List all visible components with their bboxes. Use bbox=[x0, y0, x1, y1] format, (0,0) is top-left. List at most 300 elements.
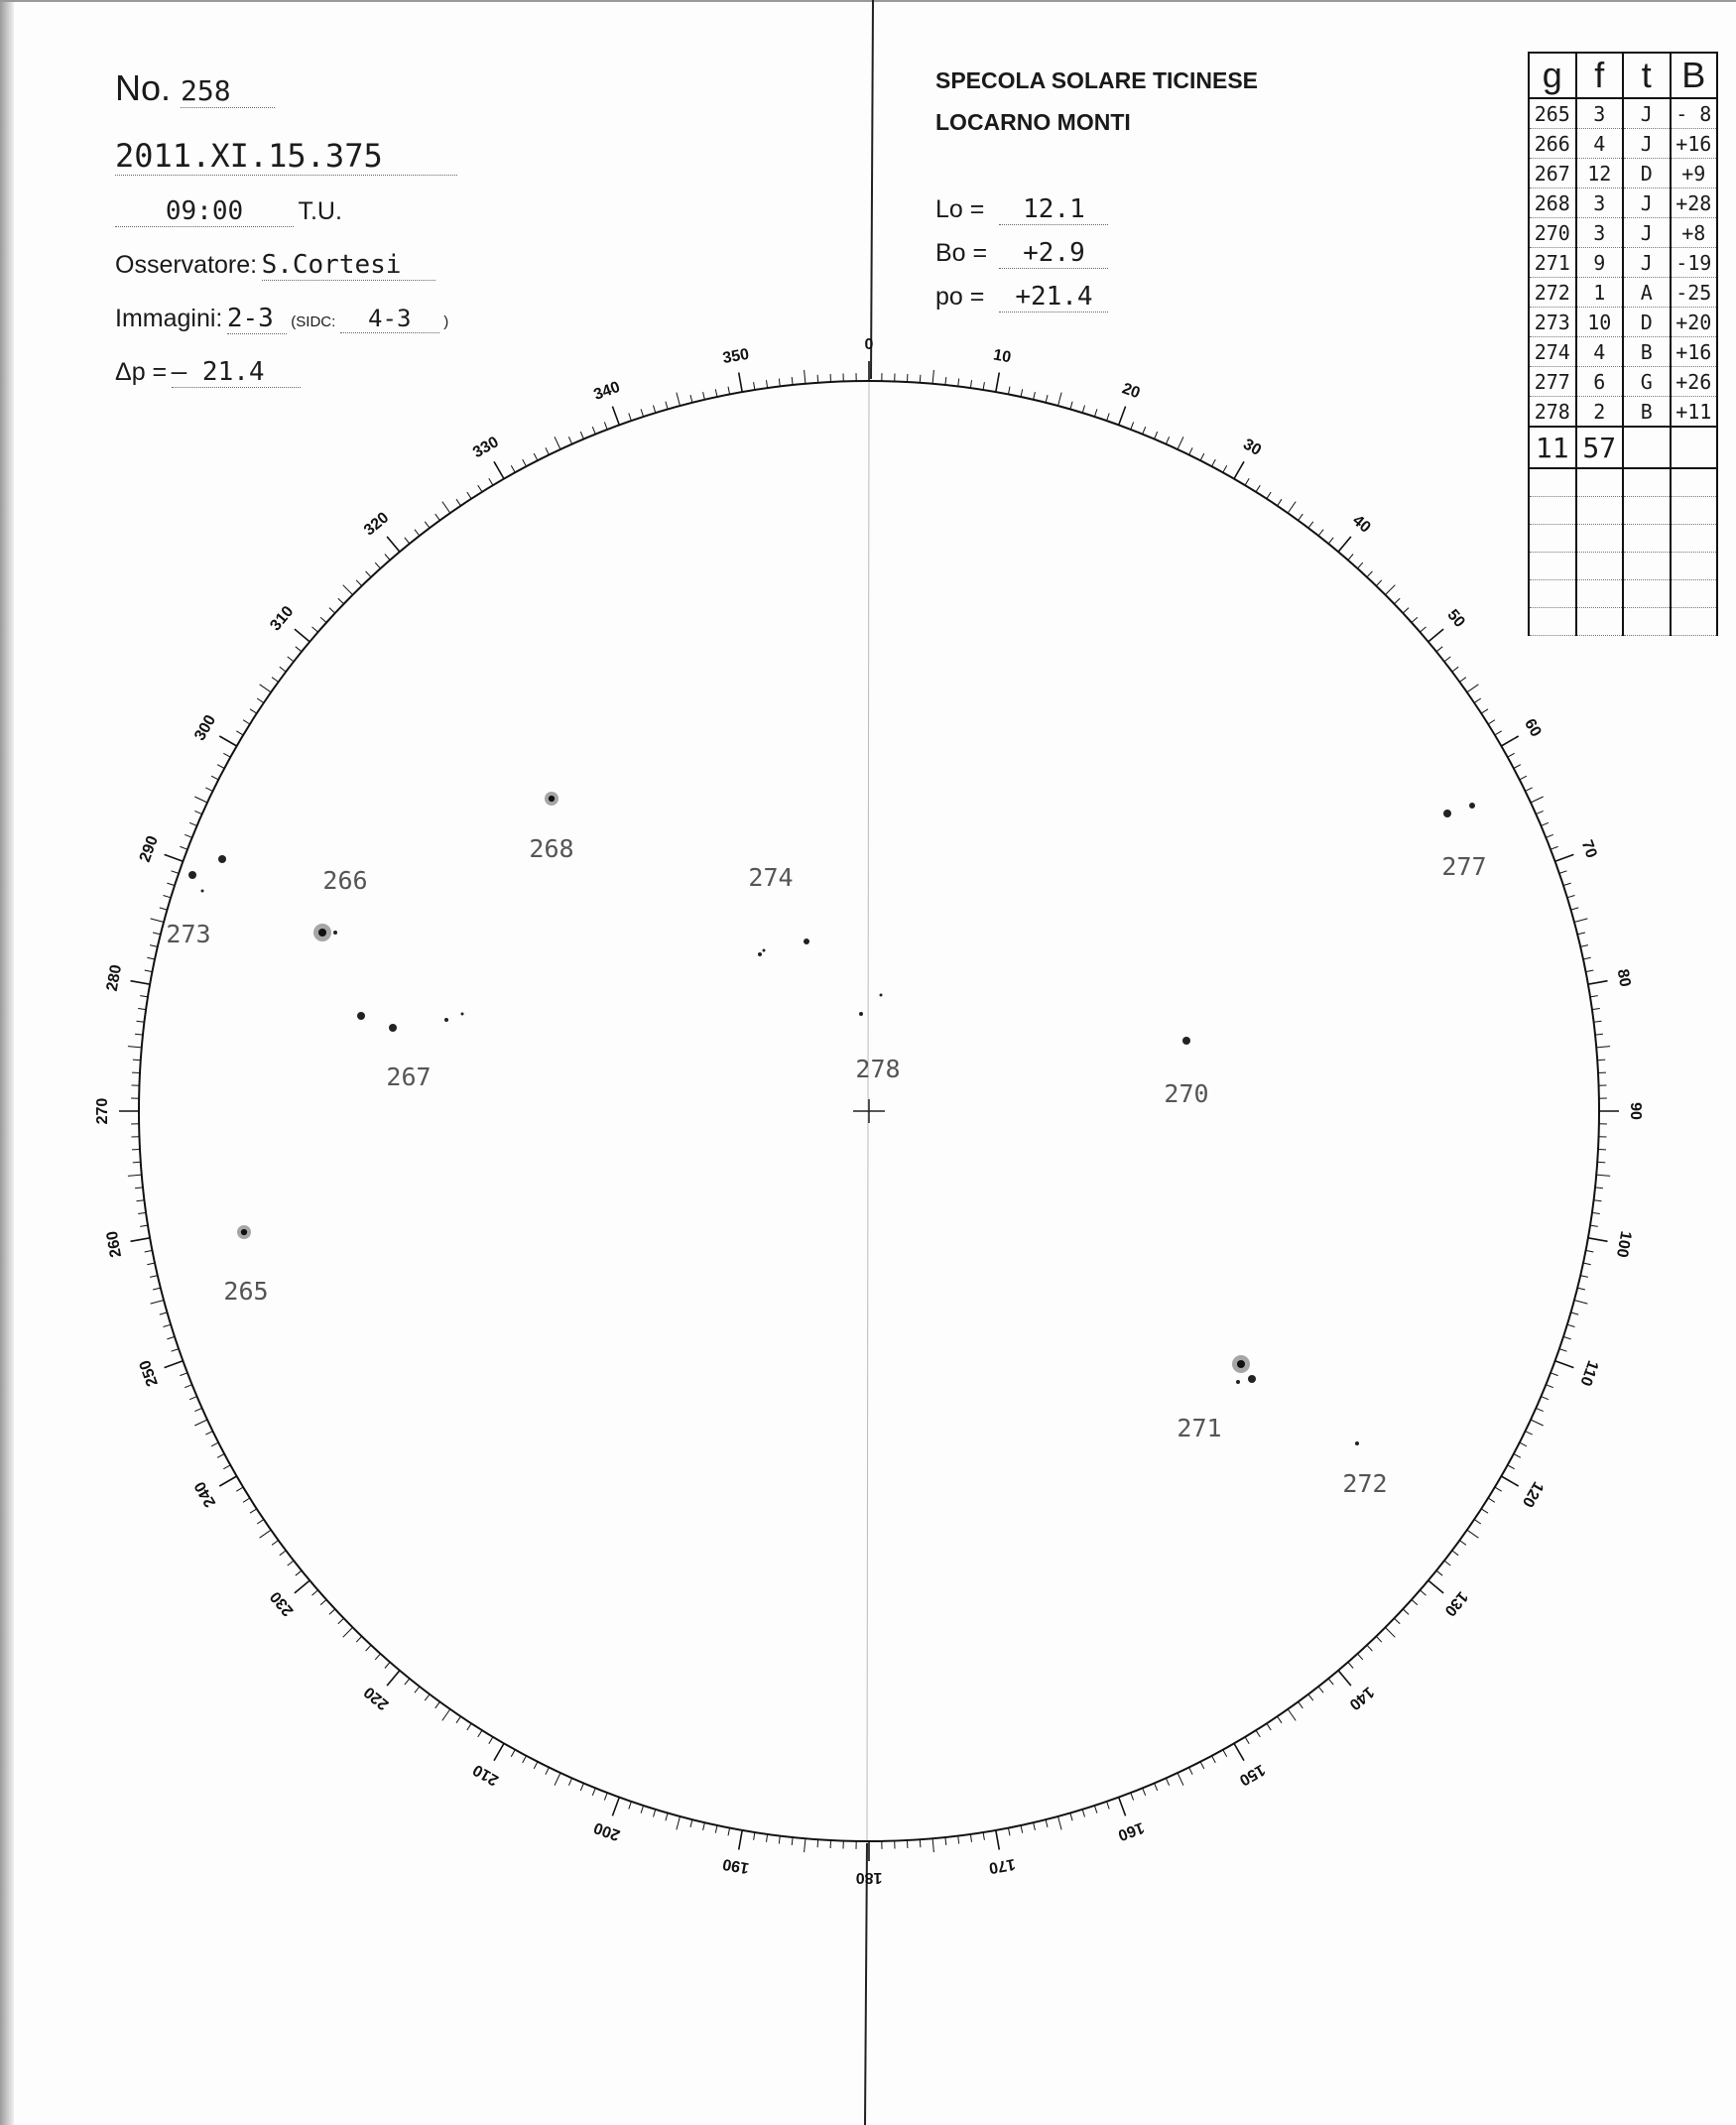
tick-mark bbox=[1288, 502, 1296, 513]
sunspot bbox=[1469, 803, 1475, 809]
group-label-274: 274 bbox=[748, 863, 794, 892]
tick-mark bbox=[1474, 698, 1481, 702]
tick-mark bbox=[666, 1813, 668, 1821]
tick-mark bbox=[329, 1609, 335, 1614]
tick-mark bbox=[739, 373, 743, 393]
top-vertical-rule bbox=[871, 0, 873, 379]
tick-mark bbox=[405, 1679, 410, 1685]
tick-mark bbox=[250, 1509, 257, 1513]
tick-mark bbox=[1580, 945, 1588, 947]
total-spots: 57 bbox=[1576, 427, 1624, 468]
degree-label: 40 bbox=[1349, 512, 1374, 537]
tick-mark bbox=[366, 1645, 371, 1651]
tick-mark bbox=[456, 499, 460, 506]
sunspot bbox=[218, 855, 226, 863]
tick-mark bbox=[1588, 981, 1608, 985]
tick-mark bbox=[150, 945, 158, 947]
tick-mark bbox=[338, 1618, 344, 1624]
tick-mark bbox=[1212, 459, 1216, 466]
tick-mark bbox=[185, 1385, 191, 1388]
tick-mark bbox=[205, 788, 212, 792]
tick-mark bbox=[1166, 437, 1169, 443]
tick-mark bbox=[320, 617, 326, 622]
tick-mark bbox=[1107, 414, 1110, 422]
degree-label: 110 bbox=[1576, 1358, 1602, 1389]
tick-mark bbox=[1590, 1225, 1598, 1226]
tick-mark bbox=[1563, 1336, 1571, 1339]
degree-label: 70 bbox=[1577, 837, 1600, 861]
tick-mark bbox=[1586, 970, 1594, 972]
tick-mark bbox=[1520, 1442, 1527, 1446]
degree-label: 0 bbox=[864, 336, 874, 354]
tick-mark bbox=[288, 1561, 294, 1565]
tick-mark bbox=[568, 1778, 571, 1785]
tick-mark bbox=[555, 437, 560, 449]
tick-mark bbox=[1577, 1288, 1585, 1290]
tick-mark bbox=[568, 437, 571, 443]
tick-mark bbox=[817, 1839, 818, 1847]
degree-label: 50 bbox=[1443, 606, 1468, 631]
tick-mark bbox=[996, 1830, 1000, 1850]
tick-mark bbox=[1526, 1432, 1533, 1436]
cell-g: 272 bbox=[1529, 278, 1576, 308]
tick-mark bbox=[945, 377, 946, 385]
p0-label: po = bbox=[935, 283, 985, 311]
tick-mark bbox=[1131, 422, 1134, 430]
tick-mark bbox=[205, 1432, 212, 1436]
tick-mark bbox=[223, 753, 230, 757]
cell-f: 4 bbox=[1576, 129, 1624, 159]
tick-mark bbox=[1403, 1609, 1409, 1614]
cell-f: 9 bbox=[1576, 248, 1624, 278]
tick-mark bbox=[223, 1465, 230, 1469]
tick-mark bbox=[1082, 1810, 1084, 1817]
p0-value: +21.4 bbox=[999, 282, 1108, 312]
tick-mark bbox=[131, 1238, 151, 1242]
sunspot-umbra bbox=[318, 929, 326, 937]
l0-label: Lo = bbox=[935, 195, 985, 223]
tick-mark bbox=[1481, 1509, 1488, 1513]
tick-mark bbox=[677, 393, 681, 407]
tick-mark bbox=[534, 1762, 538, 1769]
tick-mark bbox=[1467, 685, 1479, 692]
tick-mark bbox=[250, 709, 257, 713]
tick-mark bbox=[546, 447, 550, 454]
degree-label: 200 bbox=[591, 1818, 623, 1844]
tick-mark bbox=[211, 1442, 218, 1446]
tick-mark bbox=[1567, 1324, 1575, 1326]
tick-mark bbox=[767, 1834, 768, 1842]
tick-mark bbox=[478, 1730, 482, 1737]
tick-mark bbox=[1526, 788, 1533, 792]
cell-g: 277 bbox=[1529, 367, 1576, 397]
tick-mark bbox=[1588, 1238, 1608, 1242]
tick-mark bbox=[296, 1570, 302, 1575]
degree-label: 80 bbox=[1613, 967, 1634, 989]
tick-mark bbox=[1267, 492, 1271, 499]
delta-p-label: Δp = bbox=[115, 358, 168, 386]
tick-mark bbox=[1459, 678, 1466, 683]
header-t: t bbox=[1623, 53, 1671, 98]
tick-mark bbox=[1267, 1723, 1271, 1730]
tick-mark bbox=[133, 1060, 141, 1061]
tick-mark bbox=[1178, 1773, 1183, 1786]
tick-mark bbox=[592, 427, 595, 434]
group-label-265: 265 bbox=[223, 1277, 269, 1306]
tick-mark bbox=[728, 387, 730, 395]
group-label-272: 272 bbox=[1342, 1469, 1388, 1498]
tick-mark bbox=[1338, 537, 1351, 552]
tick-mark bbox=[1367, 571, 1372, 577]
degree-label: 150 bbox=[1236, 1760, 1268, 1789]
sunspot bbox=[333, 931, 337, 935]
tick-mark bbox=[1385, 585, 1395, 595]
tick-mark bbox=[612, 407, 619, 426]
tick-mark bbox=[1546, 834, 1552, 837]
tick-mark bbox=[236, 1487, 243, 1491]
tick-mark bbox=[715, 389, 717, 397]
tick-mark bbox=[1467, 1530, 1479, 1538]
tick-mark bbox=[690, 395, 692, 403]
tick-mark bbox=[1256, 1730, 1260, 1737]
tick-mark bbox=[164, 896, 172, 898]
number-label: No. bbox=[115, 67, 172, 108]
tick-mark bbox=[135, 1034, 143, 1035]
degree-label: 280 bbox=[103, 963, 126, 993]
tick-mark bbox=[272, 1541, 279, 1546]
tick-mark bbox=[320, 1600, 326, 1605]
sunspot bbox=[763, 949, 766, 952]
tick-mark bbox=[415, 530, 420, 536]
tick-mark bbox=[1166, 1778, 1169, 1785]
tick-mark bbox=[945, 1837, 946, 1845]
tick-mark bbox=[165, 854, 184, 861]
sunspot bbox=[859, 1012, 863, 1016]
degree-label: 10 bbox=[991, 346, 1013, 367]
tick-mark bbox=[805, 1838, 806, 1852]
tick-mark bbox=[641, 409, 644, 417]
tick-mark bbox=[1046, 395, 1048, 403]
tick-mark bbox=[1452, 667, 1458, 672]
group-labels bbox=[166, 834, 1486, 1498]
tick-mark bbox=[1394, 1618, 1400, 1624]
degree-label: 320 bbox=[360, 509, 393, 540]
sunspot bbox=[880, 994, 883, 997]
tick-mark bbox=[996, 373, 1000, 393]
sunspot bbox=[758, 952, 762, 956]
tick-mark bbox=[1488, 1498, 1495, 1502]
tick-mark bbox=[779, 1836, 780, 1844]
degree-label: 300 bbox=[191, 712, 220, 744]
tick-mark bbox=[167, 883, 175, 886]
tick-mark bbox=[385, 555, 390, 561]
tick-mark bbox=[131, 981, 151, 985]
tick-mark bbox=[1563, 883, 1571, 886]
tick-mark bbox=[138, 1212, 146, 1213]
tick-mark bbox=[356, 580, 362, 586]
tick-mark bbox=[1234, 461, 1244, 478]
sunspot bbox=[444, 1018, 448, 1022]
tick-mark bbox=[405, 538, 410, 544]
tick-mark bbox=[288, 657, 294, 662]
tick-mark bbox=[1474, 1520, 1481, 1524]
cell-f: 3 bbox=[1576, 98, 1624, 129]
tick-mark bbox=[1536, 1408, 1543, 1411]
tick-mark bbox=[1577, 933, 1585, 935]
tick-mark bbox=[147, 957, 155, 959]
tick-mark bbox=[654, 1810, 656, 1817]
tick-mark bbox=[467, 1723, 471, 1730]
tick-mark bbox=[257, 698, 264, 702]
tick-mark bbox=[511, 465, 515, 472]
tick-mark bbox=[172, 1349, 180, 1352]
tick-mark bbox=[194, 1408, 201, 1411]
tick-mark bbox=[580, 1784, 583, 1791]
cell-f: 3 bbox=[1576, 188, 1624, 218]
tick-mark bbox=[970, 380, 971, 388]
tick-mark bbox=[932, 1838, 933, 1852]
cell-f: 3 bbox=[1576, 218, 1624, 248]
tick-mark bbox=[1245, 1737, 1249, 1744]
cell-g: 274 bbox=[1529, 337, 1576, 367]
tick-mark bbox=[1590, 996, 1598, 997]
time-unit: T.U. bbox=[298, 197, 342, 225]
tick-mark bbox=[523, 459, 527, 466]
tick-mark bbox=[1021, 1825, 1023, 1833]
degree-label: 270 bbox=[94, 1097, 112, 1125]
tick-mark bbox=[1278, 499, 1282, 506]
tick-mark bbox=[1412, 617, 1418, 622]
tick-mark bbox=[1058, 393, 1062, 407]
tick-mark bbox=[1531, 797, 1544, 803]
tick-mark bbox=[217, 765, 224, 769]
tick-mark bbox=[1444, 1561, 1450, 1565]
sunspot bbox=[1443, 810, 1451, 817]
tick-mark bbox=[140, 996, 148, 997]
cell-g: 271 bbox=[1529, 248, 1576, 278]
cell-t: J bbox=[1623, 129, 1671, 159]
tick-mark bbox=[194, 811, 201, 813]
tick-mark bbox=[534, 453, 538, 460]
tick-mark bbox=[1481, 709, 1488, 713]
tick-mark bbox=[546, 1768, 550, 1775]
tick-mark bbox=[296, 647, 302, 652]
tick-mark bbox=[958, 1836, 959, 1844]
cell-t: G bbox=[1623, 367, 1671, 397]
tick-mark bbox=[138, 1009, 146, 1010]
header-b: B bbox=[1671, 53, 1718, 98]
tick-mark bbox=[160, 1312, 168, 1314]
group-label-268: 268 bbox=[529, 834, 574, 863]
degree-label: 170 bbox=[987, 1854, 1017, 1877]
cell-g: 267 bbox=[1529, 159, 1576, 188]
tick-mark bbox=[1594, 1200, 1602, 1201]
delta-p-value: – 21.4 bbox=[172, 357, 301, 388]
tick-mark bbox=[442, 1709, 450, 1721]
tick-mark bbox=[1278, 1716, 1282, 1723]
tick-mark bbox=[1542, 822, 1549, 825]
tick-mark bbox=[128, 1047, 142, 1048]
degree-label: 330 bbox=[470, 434, 502, 462]
tick-mark bbox=[145, 1250, 153, 1252]
tick-mark bbox=[329, 608, 335, 613]
group-label-270: 270 bbox=[1164, 1079, 1209, 1108]
tick-mark bbox=[185, 834, 191, 837]
tick-mark bbox=[1592, 1009, 1600, 1010]
cell-f: 1 bbox=[1576, 278, 1624, 308]
l0-value: 12.1 bbox=[999, 194, 1108, 225]
tick-mark bbox=[1550, 1373, 1558, 1376]
tick-mark bbox=[356, 1636, 362, 1642]
tick-mark bbox=[366, 571, 371, 577]
tick-mark bbox=[1520, 776, 1527, 780]
tick-mark bbox=[151, 1301, 165, 1305]
sunspot bbox=[461, 1013, 464, 1016]
tick-mark bbox=[1555, 1361, 1574, 1368]
tick-mark bbox=[1299, 514, 1303, 521]
tick-mark bbox=[167, 1336, 175, 1339]
degree-label: 310 bbox=[267, 602, 298, 635]
tick-mark bbox=[1348, 1663, 1353, 1669]
tick-mark bbox=[1452, 1551, 1458, 1556]
degree-label: 120 bbox=[1518, 1478, 1547, 1510]
tick-mark bbox=[1131, 1793, 1134, 1801]
tick-mark bbox=[1155, 1784, 1158, 1791]
tick-mark bbox=[375, 562, 380, 568]
tick-mark bbox=[1514, 1454, 1521, 1458]
cell-b: +16 bbox=[1671, 337, 1718, 367]
tick-mark bbox=[970, 1834, 971, 1842]
cell-t: J bbox=[1623, 98, 1671, 129]
tick-mark bbox=[1189, 447, 1193, 454]
tick-mark bbox=[243, 720, 250, 724]
tick-mark bbox=[1212, 1756, 1216, 1763]
tick-mark bbox=[1583, 957, 1591, 959]
tick-mark bbox=[137, 1021, 145, 1022]
tick-mark bbox=[494, 1743, 504, 1760]
tick-mark bbox=[172, 871, 180, 874]
tick-mark bbox=[1428, 629, 1443, 642]
tick-mark bbox=[257, 1520, 264, 1524]
cell-g: 265 bbox=[1529, 98, 1576, 129]
tick-mark bbox=[641, 1806, 644, 1813]
degree-label: 180 bbox=[855, 1868, 883, 1886]
tick-mark bbox=[1596, 1175, 1610, 1176]
tick-mark bbox=[338, 598, 344, 604]
group-label-266: 266 bbox=[322, 866, 368, 895]
tick-mark bbox=[1328, 1679, 1333, 1685]
tick-mark bbox=[295, 1580, 310, 1593]
tick-mark bbox=[983, 382, 984, 390]
sunspot bbox=[188, 871, 196, 879]
tick-mark bbox=[1155, 432, 1158, 438]
cell-g: 270 bbox=[1529, 218, 1576, 248]
sunspot-umbra bbox=[241, 1229, 247, 1235]
tick-mark bbox=[580, 432, 583, 438]
tick-mark bbox=[1412, 1600, 1418, 1605]
sunspot bbox=[1236, 1380, 1240, 1384]
b0-label: Bo = bbox=[935, 239, 988, 267]
tick-mark bbox=[133, 1162, 141, 1163]
tick-mark bbox=[442, 502, 450, 513]
tick-mark bbox=[1444, 657, 1450, 662]
tick-mark bbox=[147, 1263, 155, 1265]
cell-t: J bbox=[1623, 248, 1671, 278]
tick-mark bbox=[728, 1828, 730, 1836]
observatory-name: SPECOLA SOLARE TICINESE bbox=[935, 67, 1259, 93]
degree-label: 90 bbox=[1626, 1102, 1644, 1120]
degree-label: 240 bbox=[191, 1478, 220, 1510]
cell-t: B bbox=[1623, 337, 1671, 367]
tick-mark bbox=[1348, 555, 1353, 561]
tick-mark bbox=[523, 1756, 527, 1763]
tick-mark bbox=[1094, 409, 1097, 417]
tick-mark bbox=[817, 375, 818, 383]
cell-g: 278 bbox=[1529, 397, 1576, 428]
tick-mark bbox=[194, 1420, 207, 1426]
tick-mark bbox=[1574, 919, 1588, 923]
tick-mark bbox=[1571, 908, 1579, 910]
tick-mark bbox=[1288, 1709, 1296, 1721]
tick-mark bbox=[1328, 538, 1333, 544]
tick-mark bbox=[1488, 720, 1495, 724]
degree-label: 130 bbox=[1440, 1587, 1471, 1620]
cell-b: -19 bbox=[1671, 248, 1718, 278]
cell-f: 12 bbox=[1576, 159, 1624, 188]
tick-mark bbox=[151, 919, 165, 923]
tick-mark bbox=[1082, 406, 1084, 414]
number-value: 258 bbox=[181, 74, 275, 108]
sunspot-umbra bbox=[549, 796, 555, 802]
degree-label: 290 bbox=[136, 833, 162, 865]
degree-label: 230 bbox=[267, 1587, 298, 1620]
degree-label: 340 bbox=[591, 378, 623, 404]
tick-mark bbox=[629, 414, 632, 422]
tick-mark bbox=[280, 667, 286, 672]
tick-mark bbox=[219, 1476, 236, 1486]
tick-mark bbox=[1571, 1312, 1579, 1314]
cell-b: - 8 bbox=[1671, 98, 1718, 129]
cell-t: D bbox=[1623, 159, 1671, 188]
tick-mark bbox=[779, 379, 780, 387]
tick-mark bbox=[1501, 736, 1518, 746]
total-groups: 11 bbox=[1529, 427, 1576, 468]
group-label-273: 273 bbox=[166, 920, 211, 948]
tick-mark bbox=[792, 1837, 793, 1845]
tick-mark bbox=[703, 392, 705, 400]
tick-mark bbox=[654, 406, 656, 414]
tick-mark bbox=[153, 1288, 161, 1290]
tick-mark bbox=[217, 1454, 224, 1458]
tick-mark bbox=[387, 1671, 400, 1686]
tick-mark bbox=[456, 1716, 460, 1723]
tick-mark bbox=[1597, 1162, 1605, 1163]
degree-label: 350 bbox=[721, 345, 751, 368]
sunspot bbox=[1182, 1037, 1190, 1045]
observatory-place: LOCARNO MONTI bbox=[935, 109, 1131, 135]
tick-mark bbox=[1245, 478, 1249, 485]
sidc-close: ) bbox=[443, 313, 449, 330]
cell-g: 273 bbox=[1529, 308, 1576, 337]
tick-mark bbox=[1119, 1798, 1126, 1816]
tick-mark bbox=[1046, 1819, 1048, 1827]
tick-mark bbox=[153, 933, 161, 935]
tick-mark bbox=[1550, 846, 1558, 849]
sidc-label: (SIDC: bbox=[291, 313, 336, 330]
tick-mark bbox=[592, 1788, 595, 1795]
tick-mark bbox=[1428, 1580, 1443, 1593]
tick-mark bbox=[1034, 1822, 1036, 1830]
